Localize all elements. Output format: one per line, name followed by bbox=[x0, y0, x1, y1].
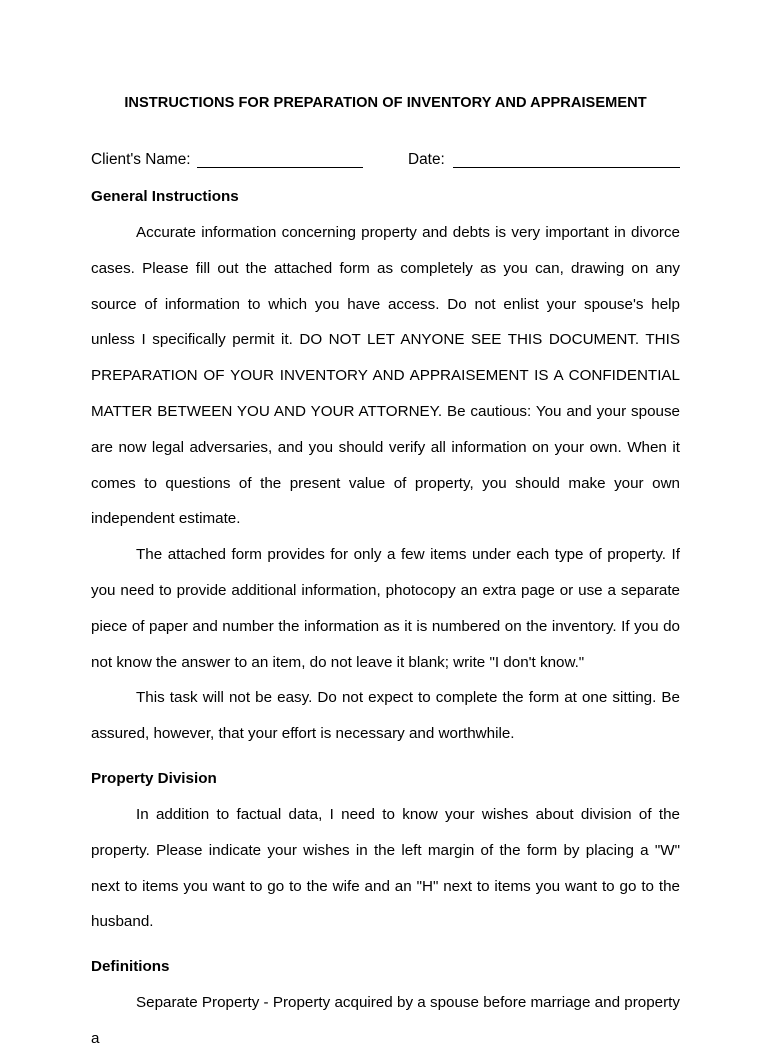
date-blank[interactable] bbox=[453, 167, 680, 168]
client-name-label: Client's Name: bbox=[91, 151, 191, 168]
paragraph-general-1: Accurate information concerning property and debts is very important in divorce cases. Please fill out the attached form as completely as you can, drawing on any source of information to which you have access. Do not enlist your spouse's help unless I specifically permit it. DO NOT LET ANYONE SEE THIS DOCUMENT. THIS PREPARATION OF YOUR INVENTORY AND APPRAISEMENT IS A CONFIDENTIAL MATTER BETWEEN YOU AND YOUR ATTORNEY. Be cautious: You and your spouse are now legal adversaries, and you should verify all information on your own. When it comes to questions of the present value of property, you should make your own independent estimate. bbox=[91, 224, 680, 528]
document-title: INSTRUCTIONS FOR PREPARATION OF INVENTORY AND APPRAISEMENT bbox=[124, 95, 647, 111]
section-heading-definitions: Definitions bbox=[91, 958, 170, 976]
paragraph-definitions-1: Separate Property - Property acquired by a spouse before marriage and property a bbox=[91, 994, 680, 1047]
section-heading-general: General Instructions bbox=[91, 188, 239, 205]
section-heading-division: Property Division bbox=[91, 769, 217, 787]
client-info-fields bbox=[91, 150, 680, 170]
client-name-blank[interactable] bbox=[197, 167, 363, 168]
paragraph-general-3: This task will not be easy. Do not expect to complete the form at one sitting. Be assured, however, that your effort is necessary and worthwhile. bbox=[91, 689, 680, 743]
paragraph-division-1: In addition to factual data, I need to know your wishes about division of the property. Please indicate your wishes in the left margin of the form by placing a "W" next to items you want to go to the wife and an "H" next to items you want to go to the husband. bbox=[91, 805, 680, 931]
paragraph-general-2: The attached form provides for only a few items under each type of property. If you need to provide additional information, photocopy an extra page or use a separate piece of paper and number the information as it is numbered on the inventory. If you do not know the answer to an item, do not leave it blank; write "I don't know." bbox=[91, 546, 680, 671]
date-label: Date: bbox=[408, 151, 445, 168]
